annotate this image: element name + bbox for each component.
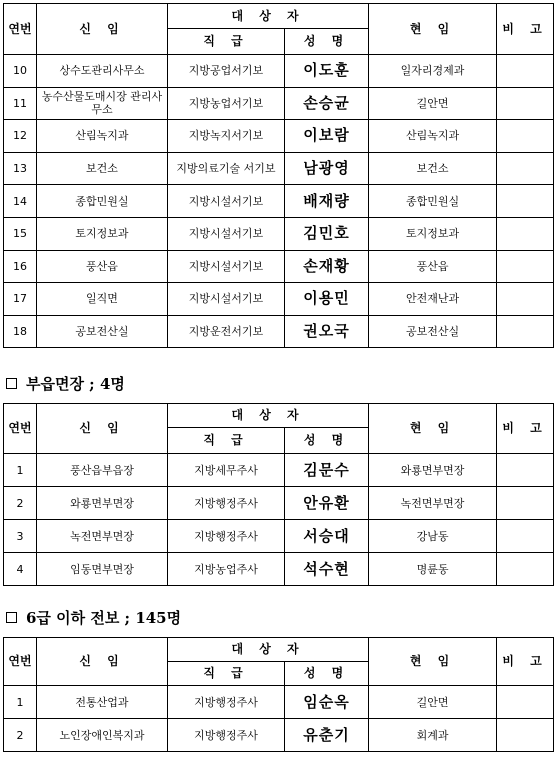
table-row [4,719,554,752]
cell-name: 김문수 [285,454,369,487]
cell-name: 안유환 [285,487,369,520]
table-row [4,185,554,218]
cell-no: 2 [4,719,37,752]
table-row [4,487,554,520]
header-current-post: 현 임 [369,638,497,686]
cell-current-post: 녹전면부면장 [369,487,497,520]
table-row [4,686,554,719]
cell-current-post: 보건소 [369,152,497,185]
cell-rank: 지방행정주사 [168,686,285,719]
personnel-table-3 [3,637,554,752]
section-heading-vice-mayors [6,373,125,394]
cell-rank: 지방행정주사 [168,487,285,520]
cell-current-post: 와룡면부면장 [369,454,497,487]
header-new-post: 신 임 [37,638,168,686]
cell-no: 17 [4,283,37,316]
cell-rank: 지방세무주사 [168,454,285,487]
cell-note [497,719,554,752]
cell-current-post: 산림녹지과 [369,120,497,153]
table-row [4,454,554,487]
personnel-table-1 [3,3,554,348]
section-heading-transfers [6,607,181,628]
cell-rank: 지방시설서기보 [168,217,285,250]
cell-current-post: 회계과 [369,719,497,752]
cell-current-post: 강남동 [369,520,497,553]
cell-new-post: 토지정보과 [37,217,168,250]
cell-no: 15 [4,217,37,250]
checkbox-square-icon [6,378,17,389]
cell-no: 1 [4,454,37,487]
header-no: 연번 [4,404,37,454]
cell-note [497,487,554,520]
header-note: 비 고 [497,404,554,454]
cell-current-post: 길안면 [369,686,497,719]
header-rank: 직 급 [168,662,285,686]
cell-no: 2 [4,487,37,520]
cell-rank: 지방시설서기보 [168,283,285,316]
header-new-post: 신 임 [37,404,168,454]
cell-new-post: 풍산읍부읍장 [37,454,168,487]
cell-name: 이용민 [285,283,369,316]
cell-no: 13 [4,152,37,185]
cell-new-post: 전통산업과 [37,686,168,719]
cell-no: 11 [4,87,37,120]
cell-note [497,217,554,250]
cell-new-post: 공보전산실 [37,315,168,348]
cell-name: 권오국 [285,315,369,348]
cell-note [497,152,554,185]
header-rank: 직 급 [168,29,285,55]
cell-new-post: 일직면 [37,283,168,316]
cell-rank: 지방농업주사 [168,553,285,586]
table-row [4,55,554,88]
table-row [4,520,554,553]
cell-note [497,553,554,586]
table-row [4,250,554,283]
cell-current-post: 종합민원실 [369,185,497,218]
table-row [4,553,554,586]
cell-note [497,185,554,218]
cell-new-post: 녹전면부면장 [37,520,168,553]
cell-no: 10 [4,55,37,88]
header-name: 성 명 [285,662,369,686]
cell-note [497,87,554,120]
cell-no: 16 [4,250,37,283]
cell-note [497,686,554,719]
header-no: 연번 [4,4,37,55]
checkbox-square-icon [6,612,17,623]
cell-rank: 지방시설서기보 [168,185,285,218]
section-title: 6급 이하 전보 ; 145명 [26,609,182,627]
cell-note [497,315,554,348]
cell-rank: 지방시설서기보 [168,250,285,283]
cell-no: 1 [4,686,37,719]
cell-note [497,120,554,153]
table-row [4,152,554,185]
cell-note [497,520,554,553]
cell-new-post: 상수도관리사무소 [37,55,168,88]
personnel-table-2 [3,403,554,586]
cell-new-post: 보건소 [37,152,168,185]
cell-note [497,55,554,88]
header-current-post: 현 임 [369,4,497,55]
header-name: 성 명 [285,428,369,454]
cell-rank: 지방의료기술 서기보 [168,152,285,185]
cell-current-post: 안전재난과 [369,283,497,316]
cell-name: 손승균 [285,87,369,120]
cell-no: 18 [4,315,37,348]
header-new-post: 신 임 [37,4,168,55]
cell-name: 이보람 [285,120,369,153]
header-no: 연번 [4,638,37,686]
cell-new-post: 임동면부면장 [37,553,168,586]
section-title: 부읍면장 ; 4명 [26,375,125,393]
cell-note [497,250,554,283]
table-row [4,217,554,250]
cell-rank: 지방녹지서기보 [168,120,285,153]
cell-name: 배재량 [285,185,369,218]
table-row [4,315,554,348]
cell-current-post: 토지정보과 [369,217,497,250]
cell-no: 12 [4,120,37,153]
cell-current-post: 풍산읍 [369,250,497,283]
table-row [4,283,554,316]
cell-rank: 지방농업서기보 [168,87,285,120]
cell-name: 김민호 [285,217,369,250]
cell-note [497,454,554,487]
cell-no: 3 [4,520,37,553]
header-target: 대 상 자 [168,638,369,662]
header-rank: 직 급 [168,428,285,454]
cell-current-post: 공보전산실 [369,315,497,348]
table-row [4,87,554,120]
cell-rank: 지방행정주사 [168,520,285,553]
cell-name: 서승대 [285,520,369,553]
header-target: 대 상 자 [168,404,369,428]
header-note: 비 고 [497,4,554,55]
cell-name: 석수현 [285,553,369,586]
table-row [4,120,554,153]
cell-name: 이도훈 [285,55,369,88]
cell-name: 손재황 [285,250,369,283]
cell-rank: 지방행정주사 [168,719,285,752]
cell-new-post: 풍산읍 [37,250,168,283]
cell-rank: 지방공업서기보 [168,55,285,88]
header-current-post: 현 임 [369,404,497,454]
header-target: 대 상 자 [168,4,369,29]
header-name: 성 명 [285,29,369,55]
cell-new-post: 종합민원실 [37,185,168,218]
cell-new-post: 노인장애인복지과 [37,719,168,752]
cell-new-post: 와룡면부면장 [37,487,168,520]
cell-new-post: 산림녹지과 [37,120,168,153]
cell-new-post: 농수산물도매시장 관리사무소 [37,87,168,120]
cell-name: 유춘기 [285,719,369,752]
cell-no: 4 [4,553,37,586]
cell-current-post: 일자리경제과 [369,55,497,88]
cell-rank: 지방운전서기보 [168,315,285,348]
cell-name: 임순옥 [285,686,369,719]
cell-no: 14 [4,185,37,218]
header-note: 비 고 [497,638,554,686]
cell-note [497,283,554,316]
cell-current-post: 길안면 [369,87,497,120]
cell-name: 남광영 [285,152,369,185]
cell-current-post: 명륜동 [369,553,497,586]
